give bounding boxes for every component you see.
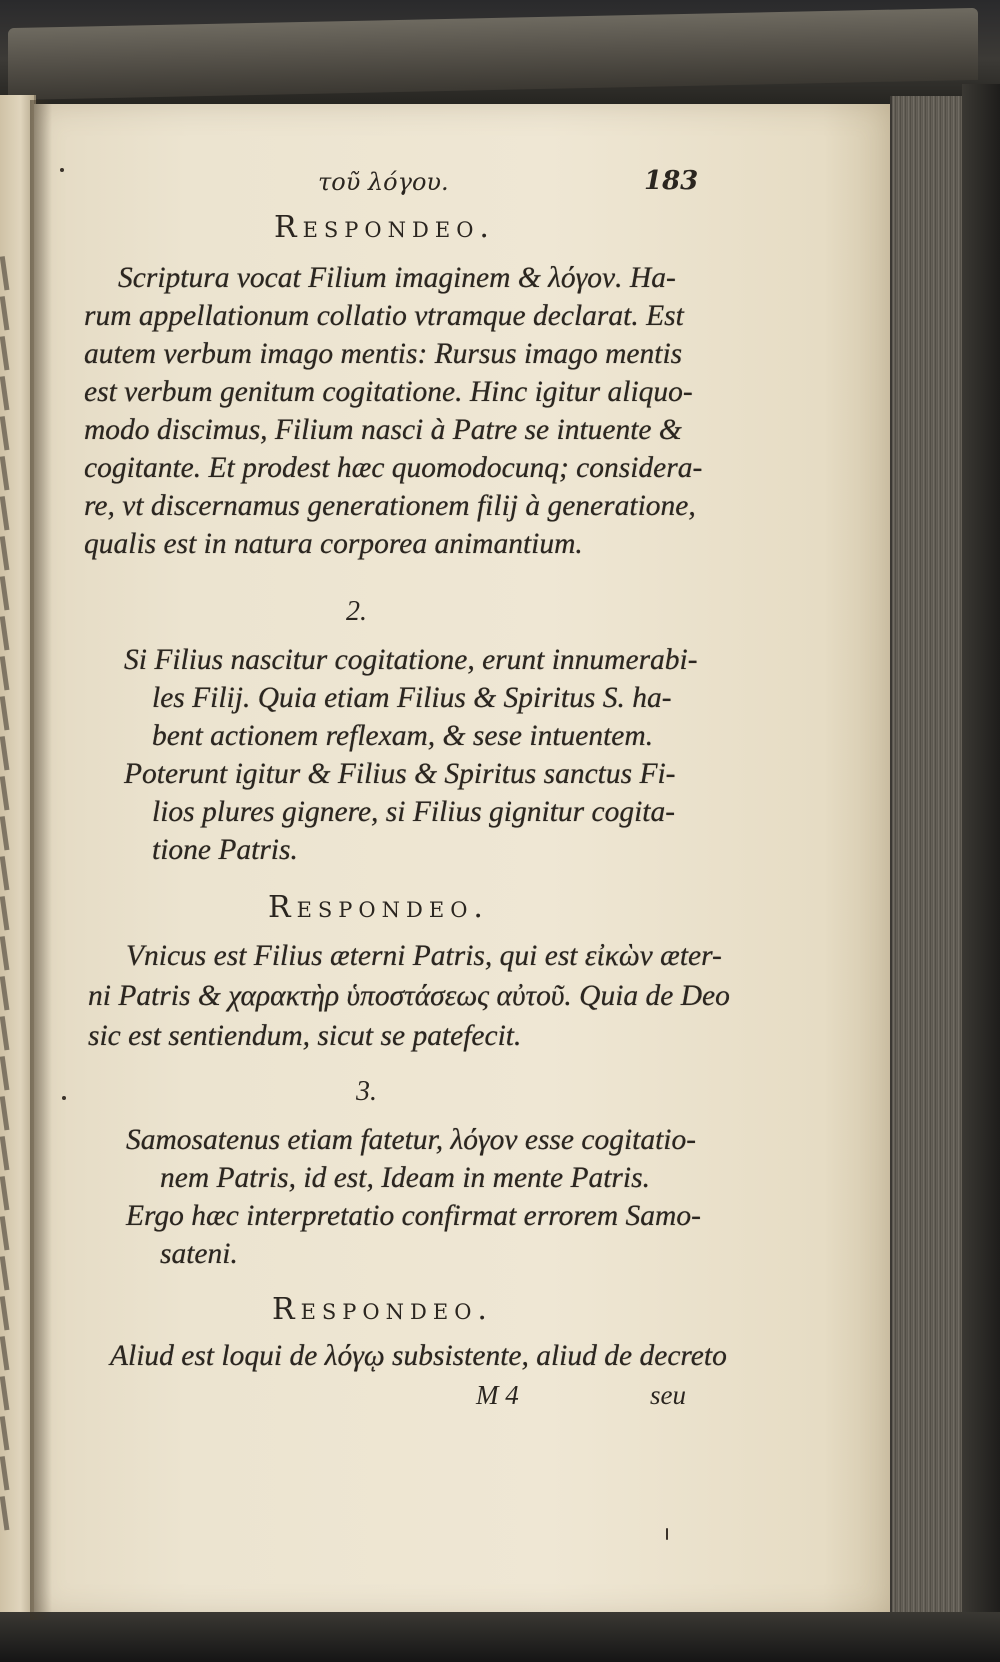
text-line: Samosatenus etiam fatetur, λόγον esse cogitatio- — [126, 1124, 697, 1156]
text-line: Poterunt igitur & Filius & Spiritus sanctus Fi- — [124, 758, 676, 790]
paper-speck — [666, 1528, 668, 1540]
paper-speck — [60, 168, 64, 172]
section-heading-respondeo-2: Respondeo. — [268, 890, 489, 925]
text-line: autem verbum imago mentis: Rursus imago mentis — [84, 338, 683, 370]
facing-page-text-fragments — [2, 255, 30, 1555]
fore-edge-page-stack — [890, 96, 964, 1620]
text-line: Si Filius nascitur cogitatione, erunt innumerabi- — [124, 644, 698, 676]
text-line: lios plures gignere, si Filius gignitur cogita- — [152, 796, 676, 828]
section-heading-respondeo-1: Respondeo. — [274, 210, 495, 245]
objection-number-2: 2. — [346, 596, 367, 627]
gutter-shadow — [30, 100, 52, 1620]
text-line: bent actionem reflexam, & sese intuentem. — [152, 720, 654, 752]
text-line: Ergo hæc interpretatio confirmat errorem Samo- — [126, 1200, 701, 1232]
text-line: qualis est in natura corporea animantium. — [84, 528, 583, 560]
text-line: tione Patris. — [152, 834, 298, 866]
section-heading-respondeo-3: Respondeo. — [272, 1292, 493, 1327]
book-cover-edge — [962, 84, 1000, 1624]
text-line: cogitante. Et prodest hæc quomodocunq; considera- — [84, 452, 703, 484]
page-number: 183 — [644, 166, 699, 196]
text-line: ni Patris & χαρακτὴρ ὑποστάσεως αὐτοῦ. Quia de Deo — [88, 980, 730, 1012]
catchword: seu — [650, 1380, 686, 1410]
objection-number-3: 3. — [356, 1076, 377, 1107]
text-line: Vnicus est Filius æterni Patris, qui est εἰκὼν æter- — [126, 940, 722, 972]
text-line: Scriptura vocat Filium imaginem & λόγον. Ha- — [118, 262, 676, 294]
text-line: modo discimus, Filium nasci à Patre se intuente & — [84, 414, 682, 446]
text-line: les Filij. Quia etiam Filius & Spiritus S. ha- — [152, 682, 672, 714]
text-line: sic est sentiendum, sicut se patefecit. — [88, 1020, 522, 1052]
book-bottom-background — [0, 1612, 1000, 1662]
signature-mark: M 4 — [476, 1380, 519, 1410]
text-line: nem Patris, id est, Ideam in mente Patris. — [160, 1162, 650, 1194]
text-line: Aliud est loqui de λόγῳ subsistente, aliud de decreto — [110, 1340, 727, 1372]
text-line: sateni. — [160, 1238, 238, 1270]
text-line: rum appellationum collatio vtramque declarat. Est — [84, 300, 684, 332]
text-line: re, vt discernamus generationem filij à generatione, — [84, 490, 696, 522]
running-head: τοῦ λόγου. — [318, 168, 449, 196]
text-line: est verbum genitum cogitatione. Hinc igitur aliquo- — [84, 376, 693, 408]
paper-speck — [62, 1096, 66, 1100]
